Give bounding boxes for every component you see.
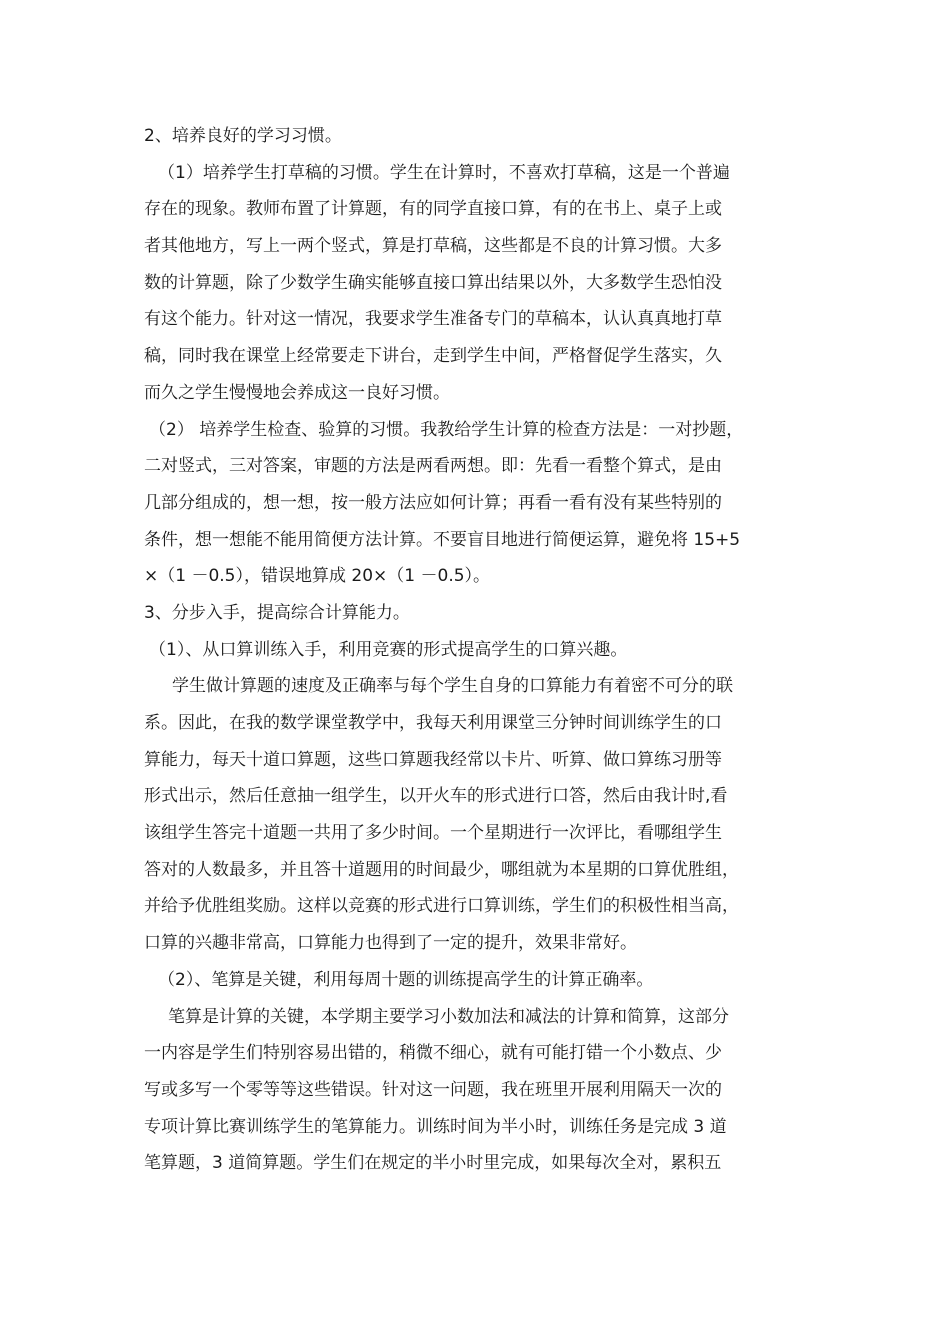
paragraph-line: 口算的兴趣非常高，口算能力也得到了一定的提升，效果非常好。	[144, 933, 637, 954]
paragraph-line: 答对的人数最多，并且答十道题用的时间最少，哪组就为本星期的口算优胜组，	[144, 859, 739, 880]
paragraph-line: 笔算题，3 道简算题。学生们在规定的半小时里完成，如果每次全对，累积五	[144, 1153, 722, 1174]
document-body	[144, 118, 814, 1182]
paragraph-line: 几部分组成的，想一想，按一般方法应如何计算；再看一看有没有某些特别的	[144, 492, 722, 513]
paragraph-line: 者其他地方，写上一两个竖式，算是打草稿，这些都是不良的计算习惯。大多	[144, 236, 722, 257]
paragraph-line: 而久之学生慢慢地会养成这一良好习惯。	[144, 382, 450, 403]
subsection-heading: （2）、笔算是关键，利用每周十题的训练提高学生的计算正确率。	[158, 969, 654, 990]
subsection-heading: （1）、从口算训练入手，利用竞赛的形式提高学生的口算兴趣。	[149, 639, 628, 660]
paragraph-line: 专项计算比赛训练学生的笔算能力。训练时间为半小时，训练任务是完成 3 道	[144, 1116, 727, 1137]
paragraph-line: 写或多写一个零等等这些错误。针对这一问题，我在班里开展利用隔天一次的	[144, 1079, 722, 1100]
paragraph-line: 算能力，每天十道口算题，这些口算题我经常以卡片、听算、做口算练习册等	[144, 749, 722, 770]
paragraph-line: 笔算是计算的关键，本学期主要学习小数加法和减法的计算和简算，这部分	[168, 1006, 729, 1027]
paragraph-line: 数的计算题，除了少数学生确实能够直接口算出结果以外，大多数学生恐怕没	[144, 272, 722, 293]
paragraph-line: （1）培养学生打草稿的习惯。学生在计算时，不喜欢打草稿，这是一个普遍	[158, 162, 730, 183]
paragraph-line: 系。因此，在我的数学课堂教学中，我每天利用课堂三分钟时间训练学生的口	[144, 713, 722, 733]
paragraph-line: 形式出示，然后任意抽一组学生，以开火车的形式进行口答，然后由我计时,看	[144, 786, 728, 807]
paragraph-line: 学生做计算题的速度及正确率与每个学生自身的口算能力有着密不可分的联	[172, 676, 733, 697]
paragraph-line: 有这个能力。针对这一情况，我要求学生准备专门的草稿本，认认真真地打草	[144, 309, 722, 330]
paragraph-line: 一内容是学生们特别容易出错的，稍微不细心，就有可能打错一个小数点、少	[144, 1043, 722, 1064]
paragraph-line: 条件，想一想能不能用简便方法计算。不要盲目地进行简便运算，避免将 15+5	[144, 529, 741, 550]
paragraph-line: 该组学生答完十道题一共用了多少时间。一个星期进行一次评比，看哪组学生	[144, 823, 722, 844]
paragraph-line: ×（1 －0.5），错误地算成 20×（1 －0.5）。	[144, 566, 491, 587]
paragraph-line: 2、培养良好的学习习惯。	[144, 126, 342, 146]
section-heading: 3、分步入手，提高综合计算能力。	[144, 602, 410, 623]
paragraph-line: （2） 培养学生检查、验算的习惯。我教给学生计算的检查方法是：一对抄题，	[149, 419, 744, 440]
paragraph-line: 稿，同时我在课堂上经常要走下讲台，走到学生中间，严格督促学生落实，久	[144, 346, 722, 367]
paragraph-line: 存在的现象。教师布置了计算题，有的同学直接口算，有的在书上、桌子上或	[144, 199, 722, 220]
paragraph-line: 二对竖式，三对答案，审题的方法是两看两想。即：先看一看整个算式，是由	[144, 456, 722, 477]
paragraph-line: 并给予优胜组奖励。这样以竞赛的形式进行口算训练，学生们的积极性相当高，	[144, 896, 739, 917]
